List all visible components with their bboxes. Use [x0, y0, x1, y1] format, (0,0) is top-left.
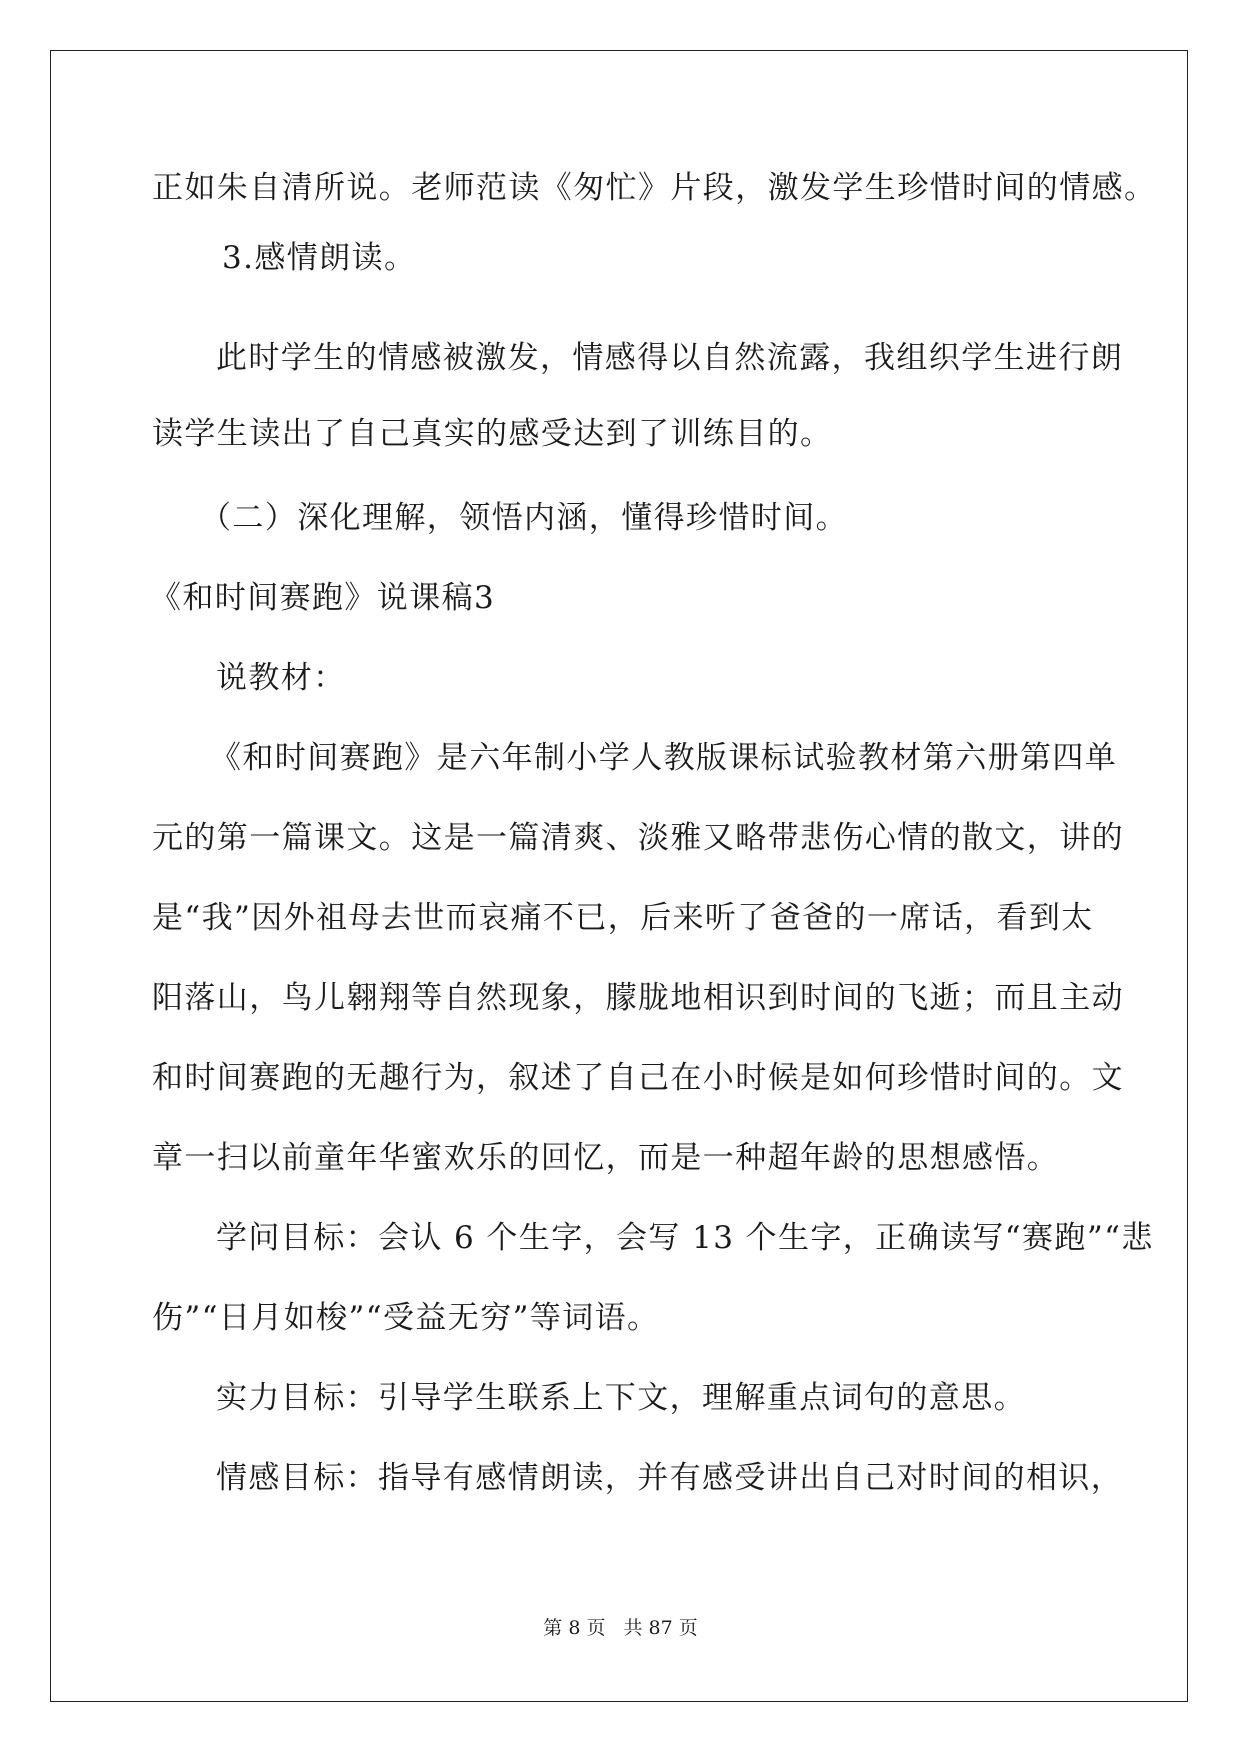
- paragraph-line: 元的第一篇课文。这是一篇清爽、淡雅又略带悲伤心情的散文，讲的: [152, 820, 1124, 856]
- section-heading: （二）深化理解，领悟内涵，懂得珍惜时间。: [200, 500, 848, 536]
- paragraph-line: 是“我”因外祖母去世而哀痛不已，后来听了爸爸的一席话，看到太: [152, 900, 1094, 936]
- document-title: 《和时间赛跑》说课稿3: [150, 580, 496, 616]
- section-heading: 说教材：: [216, 660, 346, 696]
- page-border: [50, 50, 1188, 1702]
- page-footer: [0, 1616, 1241, 1640]
- paragraph-line: 阳落山，鸟儿翱翔等自然现象，朦胧地相识到时间的飞逝；而且主动: [152, 980, 1124, 1016]
- paragraph-line: 实力目标：引导学生联系上下文，理解重点词句的意思。: [216, 1380, 1026, 1416]
- paragraph-line: 正如朱自清所说。老师范读《匆忙》片段，激发学生珍惜时间的情感。: [152, 170, 1157, 206]
- paragraph-line: 此时学生的情感被激发，情感得以自然流露，我组织学生进行朗: [216, 340, 1124, 376]
- total-pages: 共 87 页: [623, 1617, 698, 1639]
- paragraph-line: 章一扫以前童年华蜜欢乐的回忆，而是一种超年龄的思想感悟。: [152, 1140, 1060, 1176]
- paragraph-line: 和时间赛跑的无趣行为，叙述了自己在小时候是如何珍惜时间的。文: [152, 1060, 1124, 1096]
- paragraph-line: 情感目标：指导有感情朗读，并有感受讲出自己对时间的相识，: [216, 1460, 1124, 1496]
- section-heading: 3.感情朗读。: [222, 240, 417, 276]
- paragraph-line: 读学生读出了自己真实的感受达到了训练目的。: [152, 416, 833, 452]
- paragraph-line: 伤”“日月如梭”“受益无穷”等词语。: [152, 1300, 660, 1336]
- paragraph-line: 学问目标：会认 6 个生字，会写 13 个生字，正确读写“赛跑”“悲: [216, 1220, 1154, 1256]
- paragraph-line: 《和时间赛跑》是六年制小学人教版课标试验教材第六册第四单: [210, 740, 1118, 776]
- page-number: 第 8 页: [543, 1617, 606, 1639]
